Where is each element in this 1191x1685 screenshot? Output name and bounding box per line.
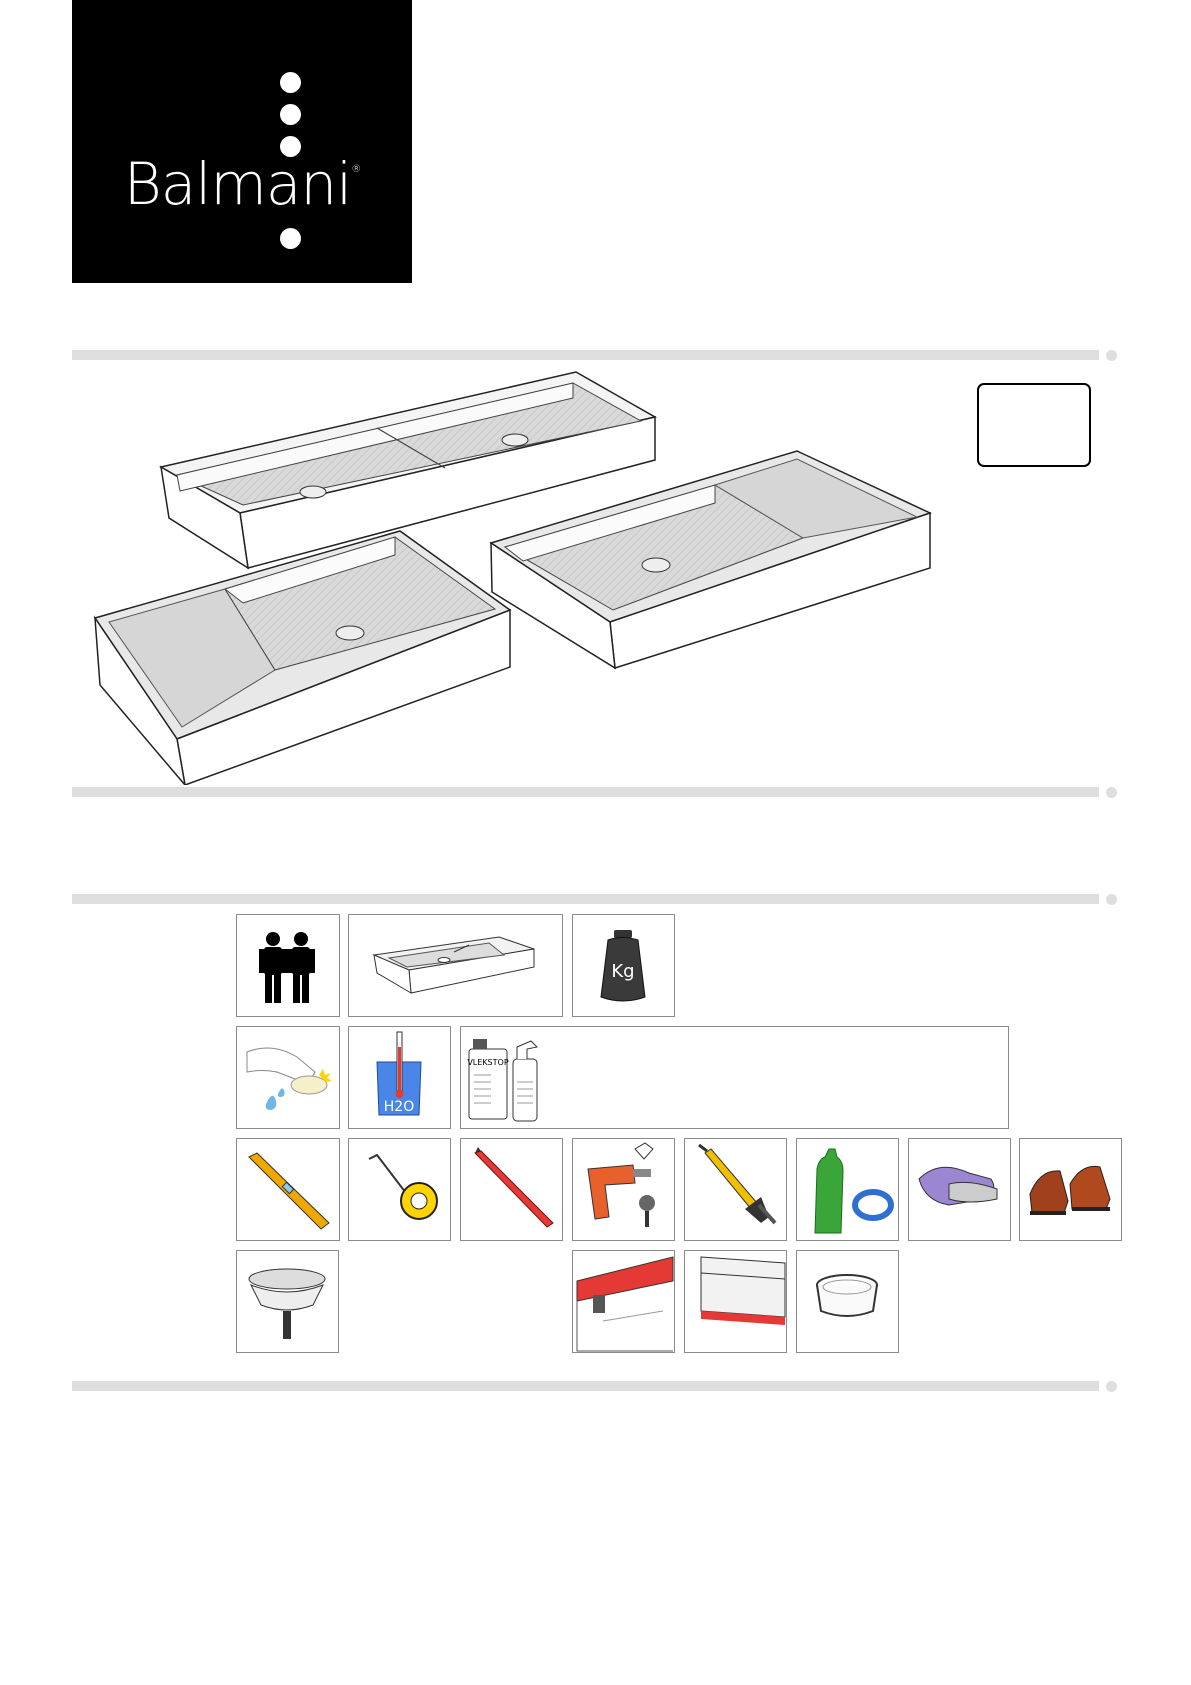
caulk-gun-icon (684, 1138, 787, 1241)
svg-text:VLEKSTOP: VLEKSTOP (467, 1058, 509, 1067)
pencil-icon (460, 1138, 563, 1241)
svg-text:H2O: H2O (383, 1099, 415, 1115)
water-temperature-icon (348, 1026, 451, 1129)
sink-illustration (85, 365, 935, 785)
left-ledge-sink (95, 531, 510, 785)
divider-dot (1106, 787, 1117, 798)
spirit-level-icon (236, 1138, 340, 1241)
wall-bracket-icon (572, 1250, 675, 1353)
logo-dot (280, 228, 301, 249)
section-divider (72, 787, 1099, 797)
section-divider (72, 1381, 1099, 1391)
balmani-logo (72, 0, 412, 283)
drain-plug-icon (236, 1250, 339, 1353)
logo-dot (280, 104, 301, 125)
sink-edge-seal-icon (684, 1250, 787, 1353)
tape-measure-icon (348, 1138, 451, 1241)
cleaning-products-icon (460, 1026, 1009, 1129)
logo-wordmark: Balmani® (123, 150, 361, 218)
divider-dot (1106, 1381, 1117, 1392)
section-divider (72, 350, 1099, 360)
divider-dot (1106, 350, 1117, 361)
drill-icon (572, 1138, 675, 1241)
surface-clean-icon (236, 1026, 340, 1129)
product-code-box (977, 383, 1091, 467)
drain-ring-icon (796, 1250, 899, 1353)
sink-package-icon (348, 914, 563, 1017)
divider-dot (1106, 894, 1117, 905)
weight-kg-icon (572, 914, 675, 1017)
svg-text:Kg: Kg (611, 961, 635, 982)
logo-dot (280, 72, 301, 93)
section-divider (72, 894, 1099, 904)
gloves-icon (908, 1138, 1011, 1241)
detergent-tape-icon (796, 1138, 899, 1241)
two-persons-icon (236, 914, 340, 1017)
safety-shoes-icon (1019, 1138, 1122, 1241)
